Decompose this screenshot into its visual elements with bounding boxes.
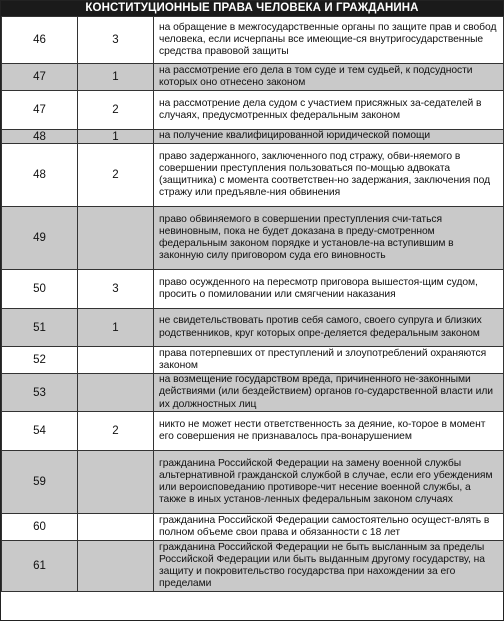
rights-table <box>1 16 504 592</box>
article-part <box>78 347 154 374</box>
table-row <box>2 270 504 309</box>
article-number: 49 <box>2 207 78 270</box>
article-number: 60 <box>2 514 78 541</box>
right-description: гражданина Российской Федерации самостоятельно осущест-влять в полном объеме свои права и обязанности с 18 лет <box>154 514 504 541</box>
article-part: 3 <box>78 17 154 64</box>
table-row <box>2 309 504 347</box>
right-description: никто не может нести ответственность за деяние, ко-торое в момент его совершения не признавалось пра-вонарушением <box>154 412 504 451</box>
article-number: 61 <box>2 541 78 592</box>
article-part <box>78 207 154 270</box>
article-number: 47 <box>2 64 78 91</box>
right-description: на рассмотрение дела судом с участием присяжных за-седателей в случаях, предусмотренных федеральным законом <box>154 91 504 130</box>
article-number: 47 <box>2 91 78 130</box>
right-description: право обвиняемого в совершении преступления счи-таться невиновным, пока не будет доказана в преду-смотренном федеральным законом порядке и установле-на вступившим в законную силу приговором суда его виновность <box>154 207 504 270</box>
article-part <box>78 541 154 592</box>
article-number: 48 <box>2 130 78 144</box>
article-part: 1 <box>78 309 154 347</box>
article-number: 52 <box>2 347 78 374</box>
right-description: право осужденного на пересмотр приговора вышестоя-щим судом, просить о помиловании или смягчении наказания <box>154 270 504 309</box>
right-description: на получение квалифицированной юридической помощи <box>154 130 504 144</box>
article-part: 1 <box>78 64 154 91</box>
table-row <box>2 144 504 207</box>
right-description: гражданина Российской Федерации на замену военной службы альтернативной гражданской службой в случае, если его убеждениям или вероисповеданию противоре-чит несение военной службы, а также в иных установ-ленных федеральным законом случаях <box>154 451 504 514</box>
table-row <box>2 91 504 130</box>
table-row <box>2 17 504 64</box>
right-description: права потерпевших от преступлений и злоупотреблений охраняются законом <box>154 347 504 374</box>
article-number: 46 <box>2 17 78 64</box>
table-title: КОНСТИТУЦИОННЫЕ ПРАВА ЧЕЛОВЕКА И ГРАЖДАНИНА <box>1 1 503 16</box>
article-number: 50 <box>2 270 78 309</box>
table-row <box>2 64 504 91</box>
article-part <box>78 451 154 514</box>
article-part: 2 <box>78 412 154 451</box>
article-part: 2 <box>78 144 154 207</box>
table-row <box>2 514 504 541</box>
article-number: 51 <box>2 309 78 347</box>
table-row <box>2 374 504 412</box>
article-number: 48 <box>2 144 78 207</box>
article-part <box>78 514 154 541</box>
right-description: не свидетельствовать против себя самого, своего супруга и близких родственников, круг которых опре-деляется федеральным законом <box>154 309 504 347</box>
right-description: на рассмотрение его дела в том суде и тем судьей, к подсудности которых оно отнесено законом <box>154 64 504 91</box>
right-description: гражданина Российской Федерации не быть высланным за пределы Российской Федерации или быть выданным другому государству, на защиту и покровительство государства при нахождении за его пределами <box>154 541 504 592</box>
rights-table-body <box>2 17 504 592</box>
article-part: 2 <box>78 91 154 130</box>
article-part <box>78 374 154 412</box>
right-description: право задержанного, заключенного под стражу, обви-няемого в совершении преступления пользоваться по-мощью адвоката (защитника) с момента соответствен-но задержания, заключения под стражу или предъявле-ния обвинения <box>154 144 504 207</box>
article-number: 59 <box>2 451 78 514</box>
article-number: 54 <box>2 412 78 451</box>
article-part: 1 <box>78 130 154 144</box>
table-row <box>2 347 504 374</box>
right-description: на возмещение государством вреда, причиненного не-законными действиями (или бездействием) органов го-сударственной власти или их должностных лиц <box>154 374 504 412</box>
article-part: 3 <box>78 270 154 309</box>
right-description: на обращение в межгосударственные органы по защите прав и свобод человека, если исчерпаны все имеющие-ся внутригосударственные средства правовой защиты <box>154 17 504 64</box>
table-row <box>2 207 504 270</box>
table-row <box>2 541 504 592</box>
table-row <box>2 412 504 451</box>
article-number: 53 <box>2 374 78 412</box>
table-row <box>2 451 504 514</box>
table-row <box>2 130 504 144</box>
